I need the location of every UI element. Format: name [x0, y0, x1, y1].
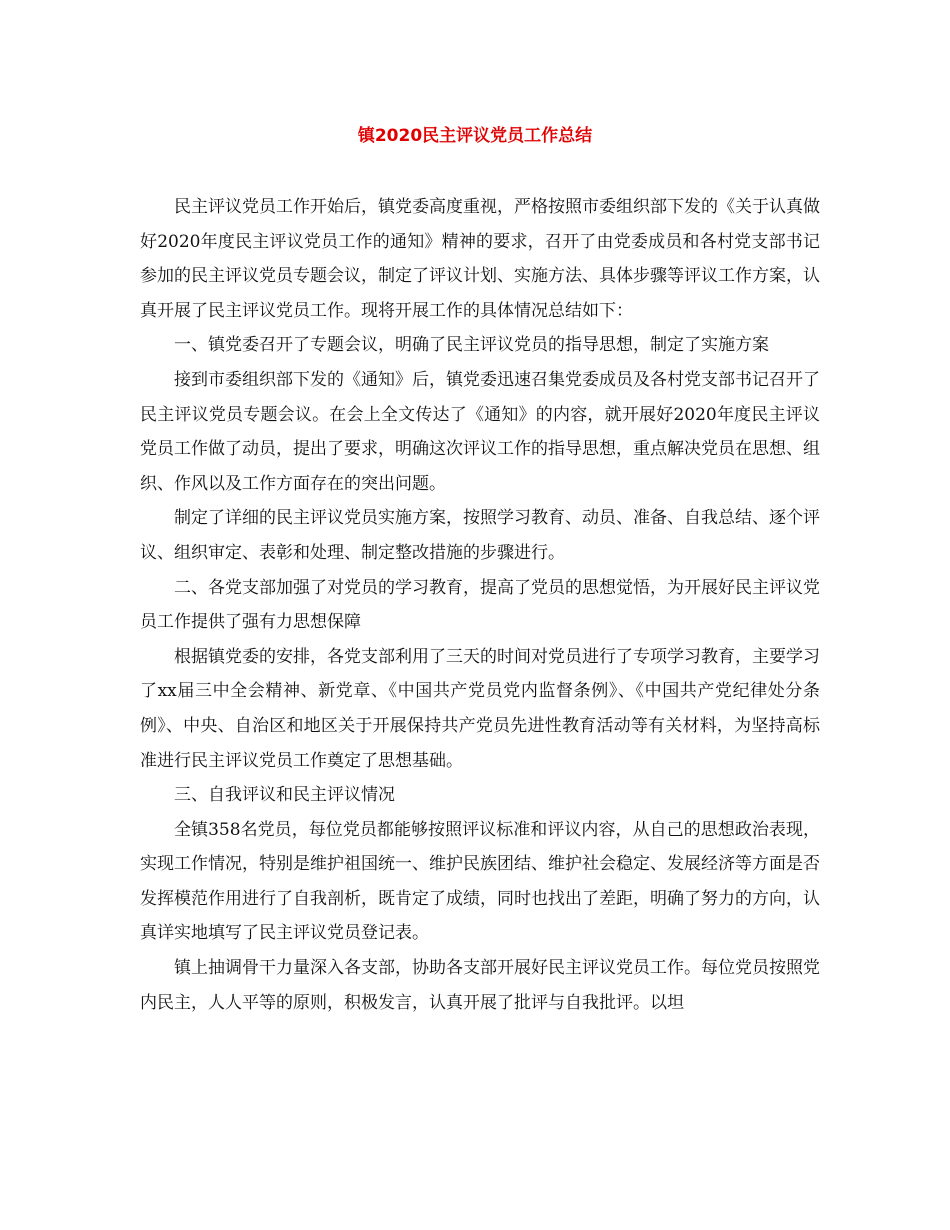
- paragraph-intro: 民主评议党员工作开始后，镇党委高度重视，严格按照市委组织部下发的《关于认真做好2020年度民主评议党员工作的通知》精神的要求，召开了由党委成员和各村党支部书记参加的民主评议党员专题会议，制定了评议计划、实施方法、具体步骤等评议工作方案，认真开展了民主评议党员工作。现将开展工作的具体情况总结如下：: [140, 197, 820, 321]
- paragraph-notice-meeting: 接到市委组织部下发的《通知》后，镇党委迅速召集党委成员及各村党支部书记召开了民主评议党员专题会议。在会上全文传达了《通知》的内容，就开展好2020年度民主评议党员工作做了动员，提出了要求，明确这次评议工作的指导思想，重点解决党员在思想、组织、作风以及工作方面存在的突出问题。: [140, 369, 820, 494]
- document-body: [140, 190, 820, 1020]
- paragraph-self-evaluation: 全镇358名党员，每位党员都能够按照评议标准和评议内容，从自己的思想政治表现，实现工作情况，特别是维护祖国统一、维护民族团结、维护社会稳定、发展经济等方面是否发挥模范作用进行了自我剖析，既肯定了成绩，同时也找出了差距，明确了努力的方向，认真详实地填写了民主评议党员登记表。: [140, 819, 820, 944]
- section-heading-2: 二、各党支部加强了对党员的学习教育，提高了党员的思想觉悟，为开展好民主评议党员工作提供了强有力思想保障: [140, 577, 820, 633]
- section-heading-3: 三、自我评议和民主评议情况: [174, 785, 395, 806]
- paragraph-study-education: 根据镇党委的安排，各党支部利用了三天的时间对党员进行了专项学习教育，主要学习了xx届三中全会精神、新党章、《中国共产党员党内监督条例》、《中国共产党纪律处分条例》、中央、自治区和地区关于开展保持共产党员先进性教育活动等有关材料，为坚持高标准进行民主评议党员工作奠定了思想基础。: [140, 646, 820, 771]
- paragraph-implementation-plan: 制定了详细的民主评议党员实施方案，按照学习教育、动员、准备、自我总结、逐个评议、组织审定、表彰和处理、制定整改措施的步骤进行。: [140, 508, 820, 563]
- paragraph-democratic-evaluation: 镇上抽调骨干力量深入各支部，协助各支部开展好民主评议党员工作。每位党员按照党内民主，人人平等的原则，积极发言，认真开展了批评与自我批评。以坦: [140, 958, 820, 1013]
- section-heading-1: 一、镇党委召开了专题会议，明确了民主评议党员的指导思想，制定了实施方案: [174, 335, 769, 356]
- document-title: 镇2020民主评议党员工作总结: [357, 126, 593, 146]
